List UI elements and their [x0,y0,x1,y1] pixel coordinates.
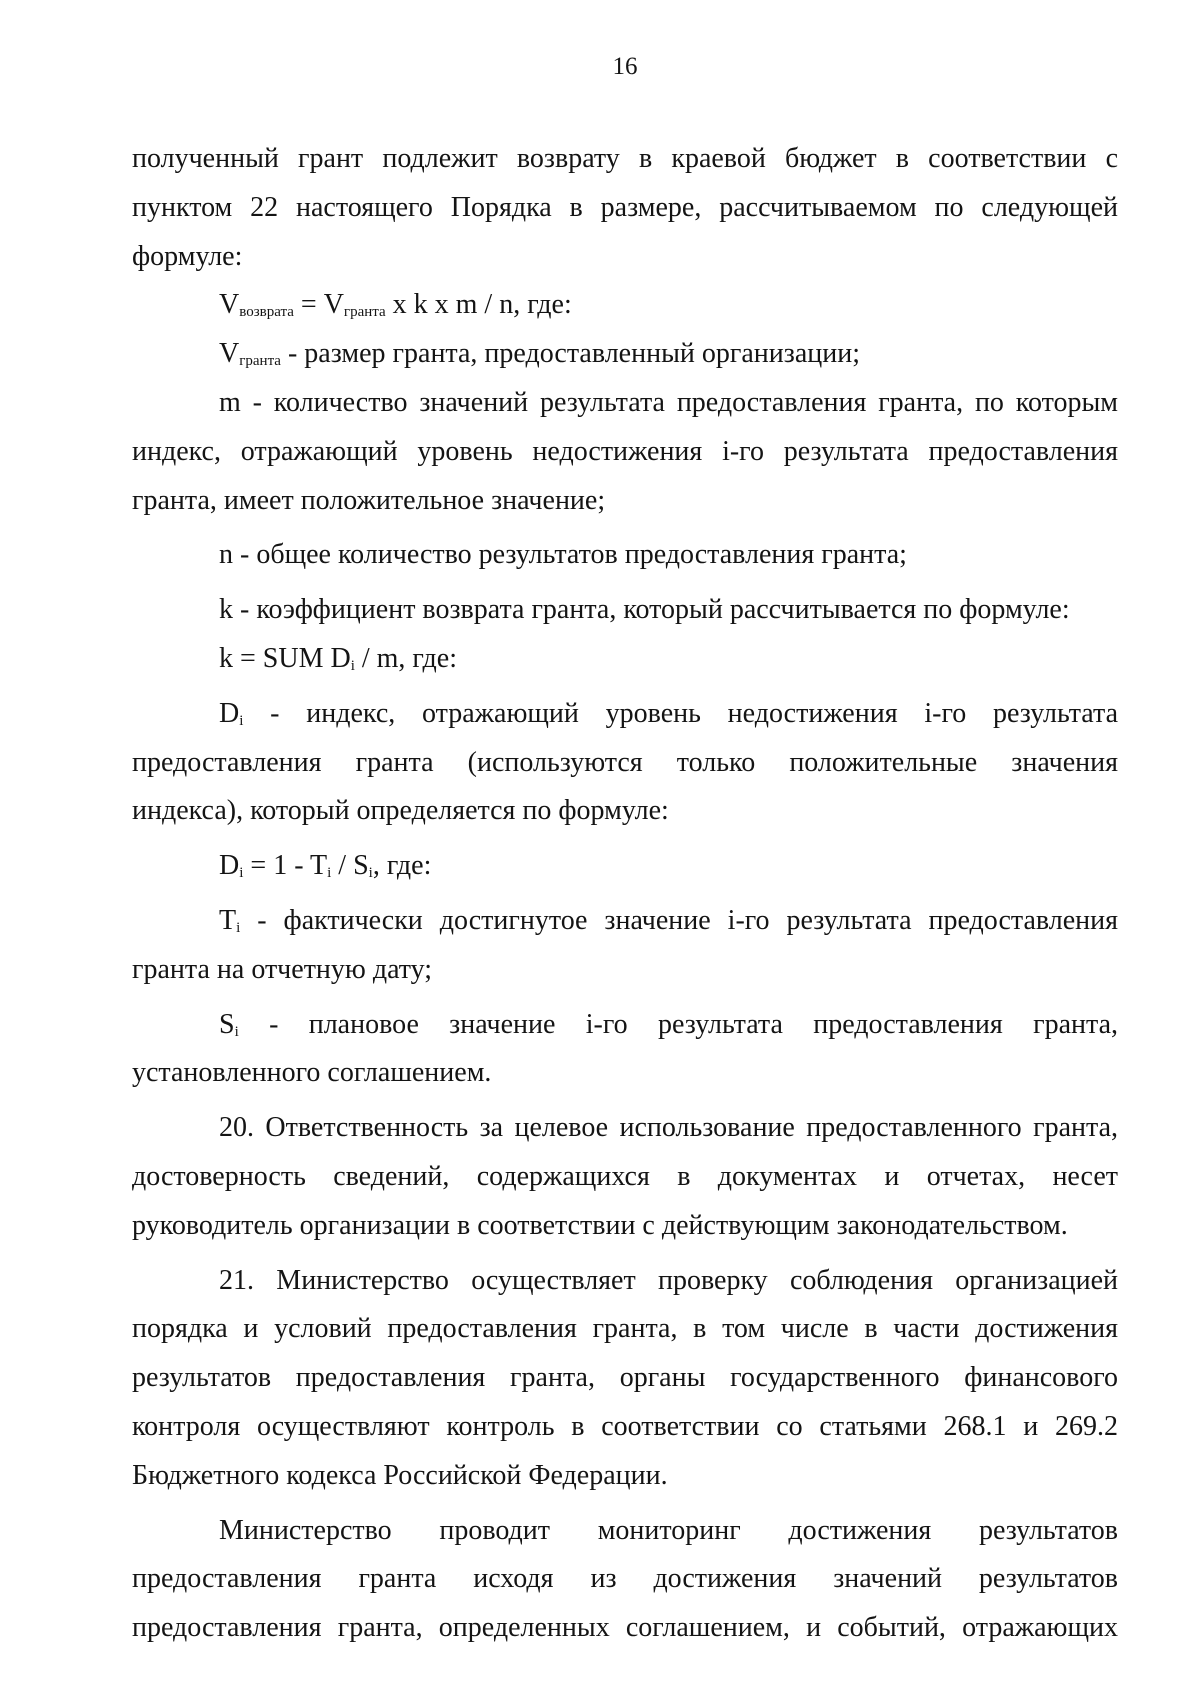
paragraph-21-line: 21. Министерство осуществляет проверку соблюдения организацией [219,1264,1118,1296]
subscript: i [350,657,355,674]
definition-si [132,1001,1118,1050]
paragraph-20-line: 20. Ответственность за целевое использование предоставленного гранта, [219,1112,1118,1144]
text-line: полученный грант подлежит возврату в краевой бюджет в соответствии с [132,143,1118,174]
document-body [132,135,1118,1653]
paragraph-21-line: порядка и условий предоставления гранта, в том числе в части достижения [132,1313,1118,1345]
definition-text: - плановое значение i-го результата предоставления гранта, [238,1008,1118,1040]
definition-di [132,690,1118,739]
text-line: индекса), который определяется по формуле: [132,795,669,827]
d-symbol: D [219,850,240,882]
monitoring-line: предоставления гранта, определенных соглашением, и событий, отражающих [132,1612,1118,1644]
text-line: m - количество значений результата предоставления гранта, по которым [219,386,1118,418]
page-number: 16 [612,53,638,80]
definition-text: - индекс, отражающий уровень недостижения i-го результата [243,697,1118,729]
subscript: гранта [239,353,281,370]
monitoring-line: предоставления гранта исходя из достижения значений результатов [132,1563,1118,1595]
definition-text: - размер гранта, предоставленный организации; [280,338,860,370]
s-symbol: S [219,1008,235,1040]
text-line: индекс, отражающий уровень недостижения i-го результата предоставления [132,435,1118,467]
subscript: i [239,865,244,882]
monitoring-line: Министерство проводит мониторинг достижения результатов [219,1514,1118,1546]
subscript: i [368,865,373,882]
formula-v-return [132,281,1118,330]
subscript: возврата [239,304,294,321]
formula-text: k = SUM D [219,642,351,674]
definition-ti [132,897,1118,946]
formula-text: x k x m / n, где: [385,289,572,321]
v-symbol: V [219,338,240,370]
subscript: гранта [343,304,386,321]
formula-text: = [293,289,324,321]
text-line: установленного соглашением. [132,1057,492,1089]
paragraph-21-line: контроля осуществляют контроль в соответствии со статьями 268.1 и 269.2 [132,1410,1118,1442]
definition-v-granta [132,330,1118,379]
text-line: гранта на отчетную дату; [132,953,433,985]
paragraph-20-line: достоверность сведений, содержащихся в документах и отчетах, несет [132,1160,1118,1192]
definition-text: - фактически достигнутое значение i-го результата предоставления [240,904,1118,936]
text-line: n - общее количество результатов предоставления гранта; [219,539,907,571]
subscript: i [236,919,241,936]
text-line: пунктом 22 настоящего Порядка в размере, рассчитываемом по следующей [132,191,1118,223]
formula-text: , где: [372,850,432,882]
t-symbol: T [219,904,237,936]
paragraph-21-line: результатов предоставления гранта, органы государственного финансового [132,1362,1118,1394]
text-line: предоставления гранта (используются только положительные значения [132,746,1118,778]
paragraph-20-line: руководитель организации в соответствии с действующим законодательством. [132,1209,1068,1241]
subscript: i [234,1023,239,1040]
formula-di [132,842,1118,891]
text-line: k - коэффициент возврата гранта, который рассчитывается по формуле: [219,594,1070,626]
v-symbol: V [323,289,344,321]
d-symbol: D [219,697,240,729]
formula-k [132,635,1118,684]
formula-text: = 1 - T [243,850,328,882]
subscript: i [239,712,244,729]
formula-text: / m, где: [354,642,457,674]
text-line: гранта, имеет положительное значение; [132,484,606,516]
v-symbol: V [219,289,240,321]
formula-text: / S [331,850,369,882]
subscript: i [327,865,332,882]
paragraph-21-line: Бюджетного кодекса Российской Федерации. [132,1459,668,1491]
text-line: формуле: [132,240,243,272]
